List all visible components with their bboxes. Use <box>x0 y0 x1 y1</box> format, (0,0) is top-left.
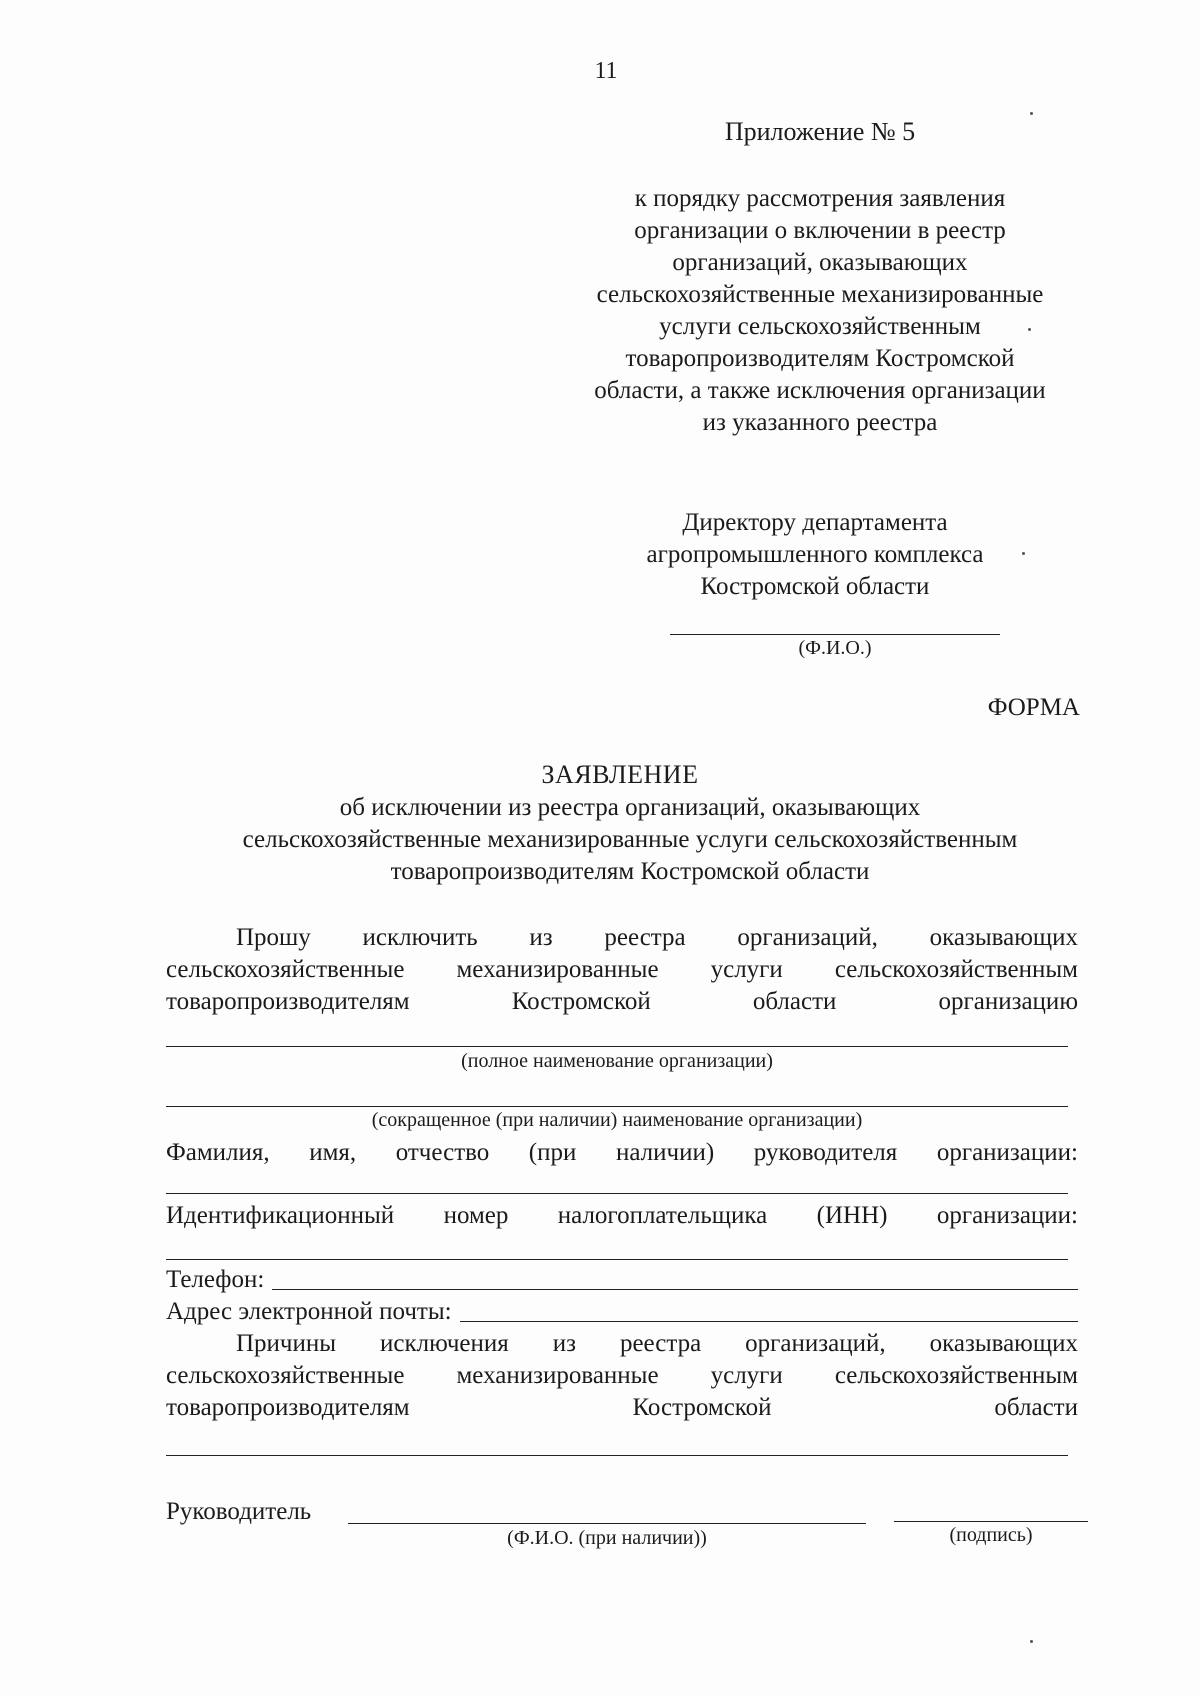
signature-sign-line[interactable] <box>894 1521 1088 1522</box>
document-title: ЗАЯВЛЕНИЕ <box>541 760 699 789</box>
signature-label: Руководитель <box>166 1498 312 1525</box>
signature-sign-caption: (подпись) <box>949 1524 1033 1546</box>
inn-label: Идентификационный номер налогоплательщика (ИНН) организации: <box>166 1202 1078 1229</box>
reasons-line-3: товаропроизводителям Костромской области <box>166 1394 1078 1421</box>
reasons-line-2: сельскохозяйственные механизированные услуги сельскохозяйственным <box>166 1362 1078 1389</box>
head-name-line[interactable] <box>166 1193 1068 1194</box>
addressee-name-line[interactable] <box>670 634 1000 635</box>
head-name-label: Фамилия, имя, отчество (при наличии) руководителя организации: <box>166 1139 1078 1166</box>
page-number: 11 <box>594 58 618 84</box>
addressee-block: Директору департамента агропромышленного комплекса Костромской области <box>646 509 984 600</box>
appendix-subtitle: к порядку рассмотрения заявления организации о включении в реестр организаций, оказывающих сельскохозяйственные механизированные услуги сельскохозяйственным товаропроизводителям Костромской области, а также исключения организации из указанного реестра <box>594 185 1046 436</box>
appendix-title: Приложение № 5 <box>724 117 916 146</box>
phone-row <box>166 1264 1078 1296</box>
request-line-1: Прошу исключить из реестра организаций, оказывающих <box>236 924 1078 951</box>
scan-speck <box>1028 328 1031 331</box>
signature-name-caption: (Ф.И.О. (при наличии)) <box>507 1527 707 1549</box>
scan-speck <box>1022 552 1025 555</box>
short-name-line[interactable] <box>166 1106 1068 1107</box>
request-line-2: сельскохозяйственные механизированные услуги сельскохозяйственным <box>166 956 1078 983</box>
form-label: ФОРМА <box>987 694 1080 721</box>
phone-line[interactable] <box>272 1289 1078 1290</box>
email-label: Адрес электронной почты: <box>166 1298 452 1325</box>
email-line[interactable] <box>460 1321 1078 1322</box>
scan-speck <box>1030 112 1033 115</box>
short-name-caption: (сокращенное (при наличии) наименование организации) <box>371 1109 863 1131</box>
inn-line[interactable] <box>166 1259 1068 1260</box>
phone-label: Телефон: <box>166 1266 265 1293</box>
full-name-line[interactable] <box>166 1046 1068 1047</box>
reasons-line[interactable] <box>166 1455 1068 1456</box>
request-line-3: товаропроизводителям Костромской области организацию <box>166 988 1078 1015</box>
addressee-name-caption: (Ф.И.О.) <box>798 637 872 659</box>
email-row <box>166 1296 1078 1328</box>
scan-speck <box>1030 1640 1033 1643</box>
reasons-line-1: Причины исключения из реестра организаций, оказывающих <box>236 1330 1078 1357</box>
full-name-caption: (полное наименование организации) <box>461 1050 773 1072</box>
document-subtitle: об исключении из реестра организаций, оказывающих сельскохозяйственные механизированные услуги сельскохозяйственным товаропроизводителям Костромской области <box>242 794 1018 885</box>
signature-name-line[interactable] <box>348 1523 866 1524</box>
